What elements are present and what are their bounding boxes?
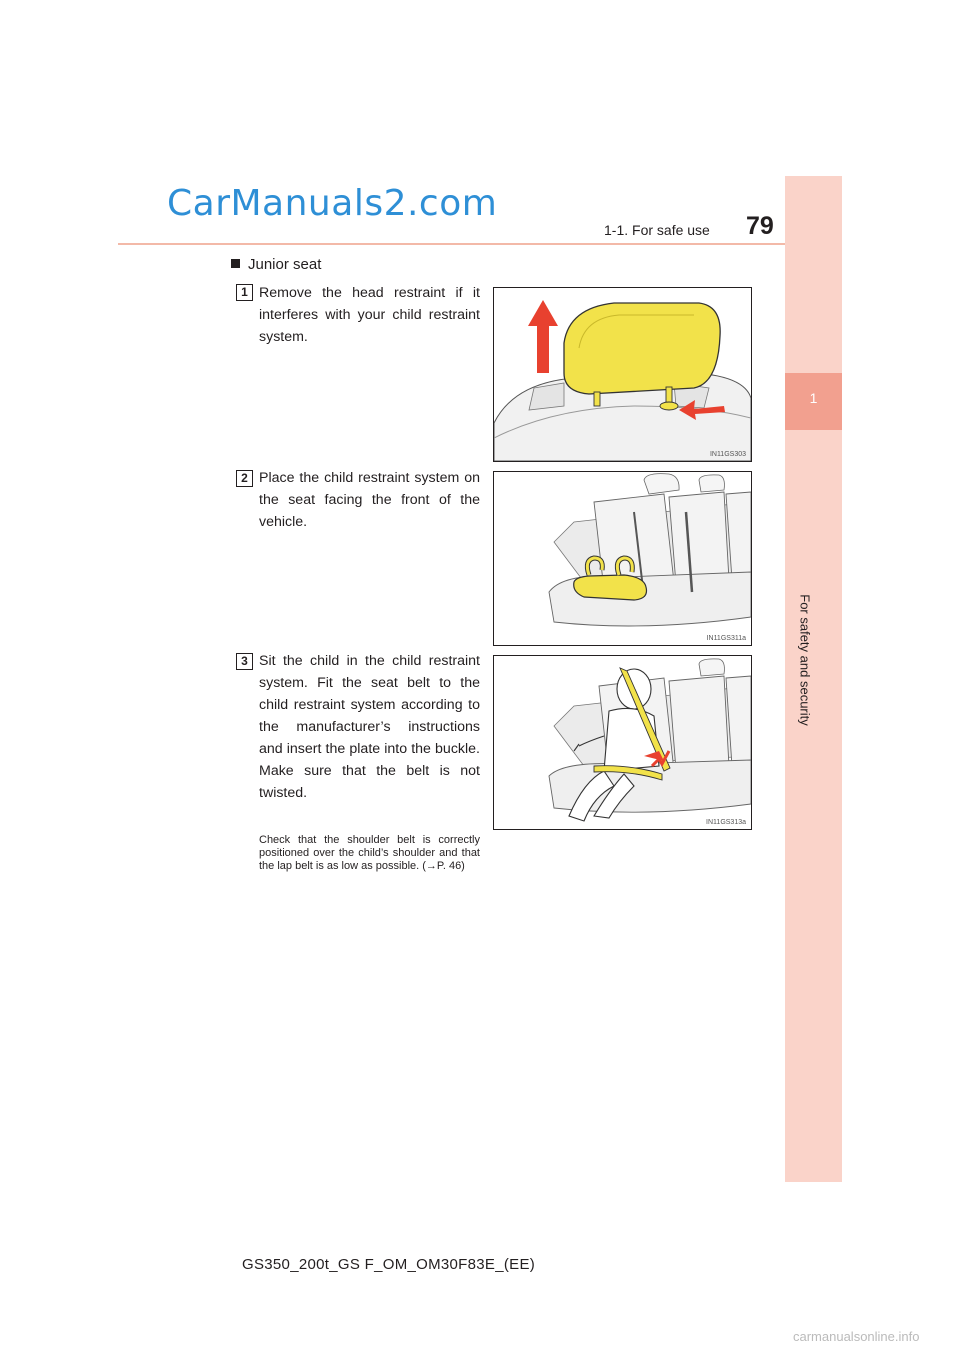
- up-arrow-icon: [528, 300, 558, 373]
- header-rule: [118, 243, 842, 245]
- section-heading-text: Junior seat: [248, 256, 322, 273]
- page-number: 79: [746, 212, 774, 240]
- image-code: IN11GS311a: [706, 635, 746, 642]
- side-tab: [785, 176, 842, 1182]
- illustration-child-seatbelt: [493, 655, 752, 830]
- step-3-text: Sit the child in the child restraint system. Fit the seat belt to the child restraint system according to the manufacturer’s instructions and insert the plate into the buckle. Make sure that the belt is not twisted.: [259, 653, 480, 801]
- section-heading: [231, 256, 321, 273]
- side-tab-number: 1: [809, 390, 818, 406]
- watermark-logo: CarManuals2.com: [167, 183, 498, 224]
- step-1-number: 1: [236, 284, 253, 301]
- footer-document-id: GS350_200t_GS F_OM_OM30F83E_(EE): [242, 1256, 536, 1273]
- illustration-head-restraint: [493, 287, 752, 462]
- seat-placement-drawing: [494, 472, 751, 645]
- step-3-number: 3: [236, 653, 253, 670]
- watermark-bottom: carmanualsonline.info: [793, 1329, 920, 1344]
- illustration-junior-seat-placement: [493, 471, 752, 646]
- header-section-title: 1-1. For safe use: [604, 222, 710, 238]
- side-tab-label: For safety and security: [797, 594, 813, 726]
- note-text: Check that the shoulder belt is correctly positioned over the child’s shoulder and that the lap belt is as low as possible. (→P. 46): [259, 834, 480, 872]
- step-2-text: Place the child restraint system on the seat facing the front of the vehicle.: [259, 470, 480, 530]
- image-code: IN11GS313a: [706, 819, 746, 826]
- head-restraint-drawing: [494, 288, 751, 461]
- image-code: IN11GS303: [709, 451, 746, 458]
- step-1-text: Remove the head restraint if it interferes with your child restraint system.: [259, 285, 480, 345]
- step-2-number: 2: [236, 470, 253, 487]
- heading-square-icon: [231, 259, 240, 268]
- child-seatbelt-drawing: [494, 656, 751, 829]
